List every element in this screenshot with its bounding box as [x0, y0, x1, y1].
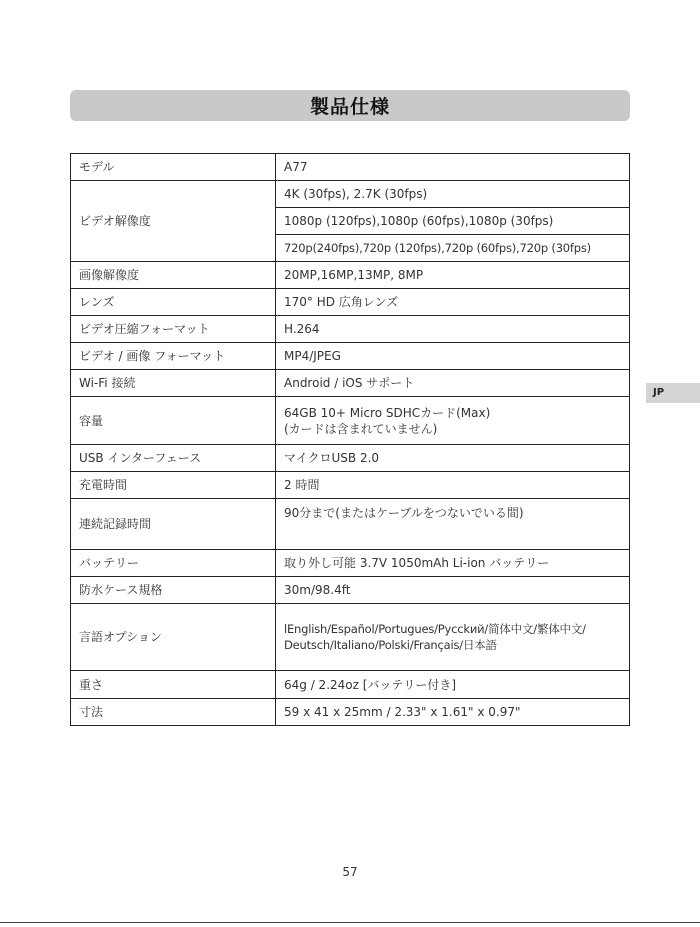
spec-value-wifi: Android / iOS サポート [276, 370, 630, 397]
spec-label-model: モデル [71, 154, 276, 181]
table-row [71, 397, 630, 445]
table-row [71, 604, 630, 671]
language-tab-jp: JP [646, 383, 700, 403]
spec-value-image-resolution: 20MP,16MP,13MP, 8MP [276, 262, 630, 289]
table-row [71, 671, 630, 699]
spec-label-video-resolution: ビデオ解像度 [71, 181, 276, 262]
spec-label-video-compression: ビデオ圧縮フォーマット [71, 316, 276, 343]
bottom-divider [0, 922, 700, 923]
spec-label-capacity: 容量 [71, 397, 276, 445]
spec-label-charging-time: 充電時間 [71, 472, 276, 499]
spec-value-video-resolution-2: 1080p (120fps),1080p (60fps),1080p (30fps) [276, 208, 630, 235]
table-row [71, 472, 630, 499]
spec-label-waterproof: 防水ケース規格 [71, 577, 276, 604]
spec-value-video-compression: H.264 [276, 316, 630, 343]
table-row [71, 577, 630, 604]
spec-value-lens: 170° HD 広角レンズ [276, 289, 630, 316]
spec-label-lens: レンズ [71, 289, 276, 316]
spec-value-language [276, 604, 630, 671]
table-row [71, 370, 630, 397]
spec-label-file-format: ビデオ / 画像 フォーマット [71, 343, 276, 370]
spec-value-charging-time: 2 時間 [276, 472, 630, 499]
table-row [71, 445, 630, 472]
table-row [71, 316, 630, 343]
spec-value-waterproof: 30m/98.4ft [276, 577, 630, 604]
page-number: 57 [342, 865, 358, 879]
table-row [71, 550, 630, 577]
spec-value-capacity-line-1: 64GB 10+ Micro SDHCカード(Max) [284, 405, 491, 420]
spec-value-capacity-line-2: (カードは含まれていません) [284, 421, 438, 436]
table-row [71, 154, 630, 181]
spec-value-usb: マイクロUSB 2.0 [276, 445, 630, 472]
spec-value-file-format: MP4/JPEG [276, 343, 630, 370]
spec-label-dimensions: 寸法 [71, 699, 276, 726]
page-title: 製品仕様 [309, 96, 390, 118]
table-row [71, 262, 630, 289]
title-bar [70, 90, 630, 121]
spec-value-video-resolution-1: 4K (30fps), 2.7K (30fps) [276, 181, 630, 208]
spec-value-recording-time: 90分まで(またはケーブルをつないでいる間) [276, 499, 630, 550]
table-row [71, 343, 630, 370]
spec-label-wifi: Wi-Fi 接続 [71, 370, 276, 397]
spec-label-image-resolution: 画像解像度 [71, 262, 276, 289]
spec-value-weight: 64g / 2.24oz [バッテリー付き] [276, 671, 630, 699]
spec-table [70, 153, 630, 726]
table-row [71, 289, 630, 316]
spec-value-language-line-1: lEnglish/Español/Portugues/Pycckий/简体中文/繁体中文/ [284, 622, 586, 636]
spec-value-model: A77 [276, 154, 630, 181]
spec-label-language: 言語オプション [71, 604, 276, 671]
table-row [71, 499, 630, 550]
table-row [71, 699, 630, 726]
spec-label-weight: 重さ [71, 671, 276, 699]
spec-value-video-resolution-3: 720p(240fps),720p (120fps),720p (60fps),720p (30fps) [276, 235, 630, 262]
spec-value-language-line-2: Deutsch/Italiano/Polski/Français/日本語 [284, 638, 497, 652]
spec-label-recording-time: 連続記録時間 [71, 499, 276, 550]
spec-label-usb: USB インターフェース [71, 445, 276, 472]
spec-value-capacity [276, 397, 630, 445]
spec-value-battery: 取り外し可能 3.7V 1050mAh Li-ion バッテリー [276, 550, 630, 577]
spec-value-dimensions: 59 x 41 x 25mm / 2.33" x 1.61" x 0.97" [276, 699, 630, 726]
table-row [71, 181, 630, 208]
spec-label-battery: バッテリー [71, 550, 276, 577]
